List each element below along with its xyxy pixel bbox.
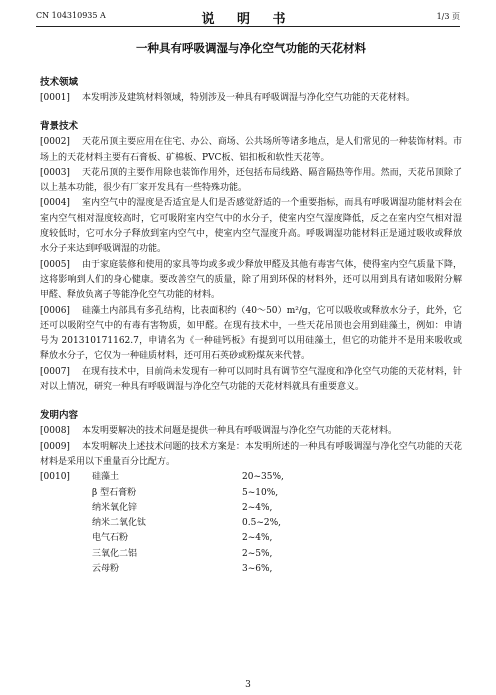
page-number: 3 bbox=[245, 680, 251, 690]
ingredient-name: 电气石粉 bbox=[92, 533, 129, 544]
paragraph-text: 本发明要解决的技术问题是提供一种具有呼吸调湿与净化空气功能的天花材料。 bbox=[81, 426, 397, 437]
paragraph-text: 由于家庭装修和使用的家具等均或多或少释放甲醛及其他有毒害气体，使得室内空气质量下降，这将影响到人们的身心健康。要改善空气的质量，除了用到环保的材料外，还可以用到具有诸如吸附分解甲醛、释放负离子等能净化空气功能的材料。 bbox=[40, 259, 462, 301]
paragraph-0001 bbox=[40, 91, 462, 106]
formula-row bbox=[40, 501, 284, 516]
paragraph-number: [0004] bbox=[40, 198, 70, 209]
paragraph-number: [0006] bbox=[40, 305, 70, 316]
paragraph-text: 硅藻土内部具有多孔结构，比表面积约（40～50）m²/g，它可以吸收或释放水分子，此外，它还可以吸附空气中的有毒有害物质，如甲醛。在现有技术中，一些天花吊顶也会用到硅藻土，例如：申请号为 201310171162.7，申请名为《一种硅钙板》有提到可以用硅藻土，但它的功能并不是用来吸收或释放水分子，它仅为一种硅质材料，还可用石英砂或粉煤灰来代替。 bbox=[40, 305, 462, 362]
document-title: 一种具有呼吸调湿与净化空气功能的天花材料 bbox=[136, 41, 366, 55]
page-header bbox=[36, 8, 460, 27]
document-number: CN 104310935 A bbox=[36, 11, 106, 20]
paragraph-number: [0002] bbox=[40, 137, 70, 148]
paragraph-0005 bbox=[40, 258, 462, 304]
formula-row bbox=[40, 486, 284, 501]
section-background: 背景技术 bbox=[40, 121, 79, 133]
paragraph-text: 室内空气中的湿度是否适宜是人们是否感觉舒适的一个重要指标，而具有呼吸调湿功能材料会在室内空气相对湿度较高时，它可吸附室内空气中的水分子，使室内空气湿度降低，反之在室内空气相对湿度较低时，它可水分子释放到室内空气中，使室内空气湿度升高。呼吸调湿功能材料正是通过吸收或释放水分子来达到呼吸调湿的功能。 bbox=[40, 198, 462, 255]
formula-row bbox=[40, 547, 284, 562]
paragraph-text: 本发明涉及建筑材料领域，特别涉及一种具有呼吸调湿与净化空气功能的天花材料。 bbox=[81, 93, 415, 103]
paragraph-0007 bbox=[40, 365, 462, 396]
formula-row bbox=[40, 531, 284, 546]
paragraph-number: [0010] bbox=[40, 472, 70, 483]
section-technical-field: 技术领域 bbox=[40, 77, 79, 88]
ingredient-name: 云母粉 bbox=[92, 564, 120, 575]
paragraph-text: 本发明解决上述技术问题的技术方案是：本发明所述的一种具有呼吸调湿与净化空气功能的天花材料是采用以下重量百分比配方。 bbox=[40, 441, 462, 467]
ingredient-range: 2~5%, bbox=[242, 548, 273, 559]
formula-table bbox=[40, 470, 284, 577]
document-type: 说 明 书 bbox=[201, 12, 295, 27]
paragraph-text: 在现有技术中，目前尚未发现有一种可以同时具有调节空气湿度和净化空气功能的天花材料，针对以上情况，研究一种具有呼吸调湿与净化空气功能的天花材料就具有重要意义。 bbox=[40, 366, 462, 393]
paragraph-number: [0008] bbox=[40, 426, 70, 437]
paragraph-text: 天花吊顶的主要作用除也装饰作用外，还包括布局线路、隔音隔热等作用。然而，天花吊顶除了以上基本功能，很少有厂家开发具有一些特殊功能。 bbox=[40, 167, 462, 194]
paragraph-0002 bbox=[40, 135, 462, 166]
paragraph-text: 天花吊顶主要应用在住宅、办公、商场、公共场所等诸多地点，是人们常见的一种装饰材料。市场上的天花材料主要有石膏板、矿棉板、PVC板、铝扣板和软性天花等。 bbox=[40, 137, 462, 163]
ingredient-name: 硅藻土 bbox=[92, 472, 120, 483]
paragraph-number: [0007] bbox=[40, 366, 70, 377]
formula-row bbox=[40, 562, 284, 577]
paragraph-number: [0003] bbox=[40, 167, 70, 178]
paragraph-number: [0005] bbox=[40, 259, 70, 270]
paragraph-0004 bbox=[40, 196, 462, 257]
formula-row bbox=[40, 516, 284, 531]
paragraph-number: [0009] bbox=[40, 441, 70, 452]
ingredient-range: 20~35%, bbox=[242, 472, 284, 483]
paragraph-number: [0001] bbox=[40, 93, 70, 103]
ingredient-name: β 型石膏粉 bbox=[92, 487, 137, 498]
ingredient-range: 0.5~2%, bbox=[242, 518, 281, 529]
ingredient-range: 2~4%, bbox=[242, 502, 273, 513]
ingredient-name: 纳米氧化锌 bbox=[92, 502, 138, 513]
formula-row bbox=[40, 470, 284, 485]
ingredient-name: 纳米二氧化钛 bbox=[92, 518, 147, 529]
page-label: 1/3 页 bbox=[436, 12, 460, 21]
document-body bbox=[40, 40, 462, 577]
paragraph-0006 bbox=[40, 304, 462, 365]
paragraph-0009 bbox=[40, 440, 462, 471]
paragraph-0003 bbox=[40, 166, 462, 197]
paragraph-0008 bbox=[40, 424, 462, 439]
ingredient-range: 3~6%, bbox=[242, 564, 273, 575]
section-summary: 发明内容 bbox=[40, 410, 79, 422]
ingredient-name: 三氧化二铝 bbox=[92, 548, 138, 559]
ingredient-range: 2~4%, bbox=[242, 533, 273, 544]
ingredient-range: 5~10%, bbox=[242, 487, 279, 498]
